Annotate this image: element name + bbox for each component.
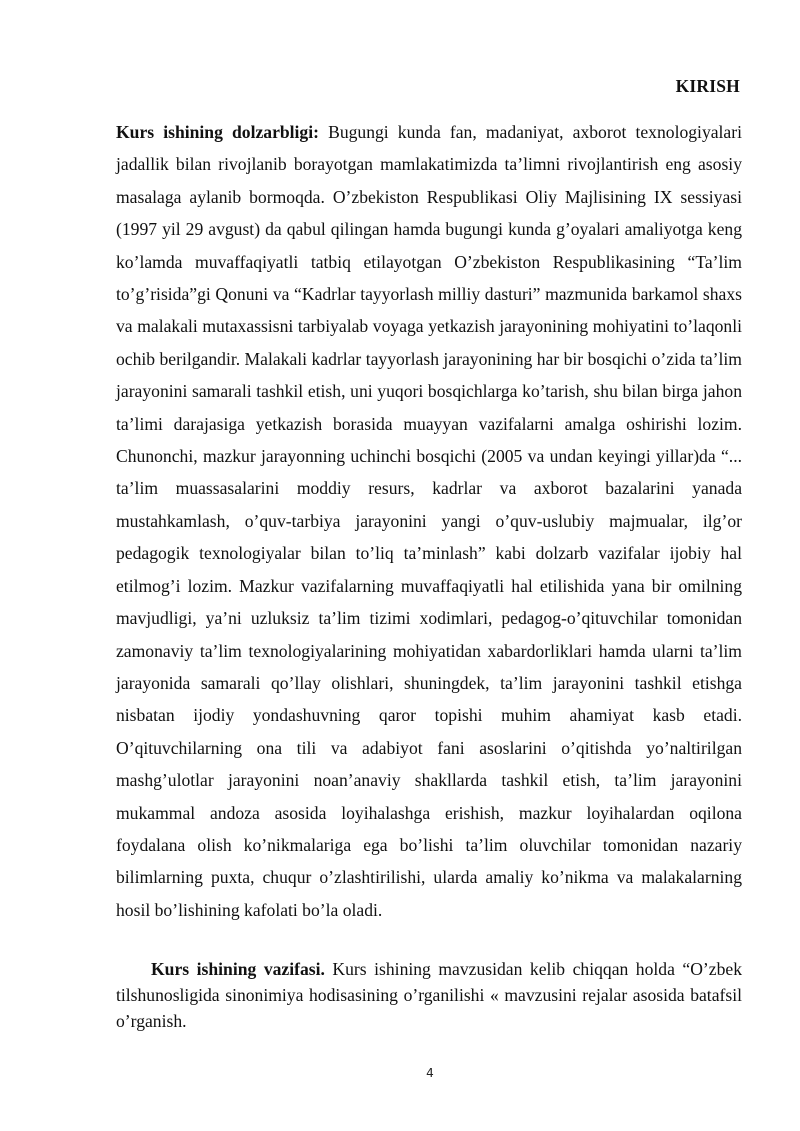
tasks-paragraph — [116, 956, 742, 1034]
tasks-lead: Kurs ishining vazifasi. — [151, 959, 325, 979]
relevance-lead: Kurs ishining dolzarbligi: — [116, 122, 319, 142]
tasks-section — [116, 956, 742, 1034]
page-number: 4 — [426, 1066, 434, 1080]
relevance-paragraph — [116, 116, 742, 926]
relevance-section — [116, 116, 742, 926]
section-heading: KIRISH — [675, 76, 740, 96]
relevance-text: Bugungi kunda fan, madaniyat, axborot texnologiyalari jadallik bilan rivojlanib borayotgan mamlakatimizda ta’limni rivojlantirish eng asosiy masalaga aylanib bormoqda. O’zbekiston Respublikasi Oliy Majlisining IX sessiyasi (1997 yil 29 avgust) da qabul qilingan hamda bugungi kunda g’oyalari amaliyotga keng ko’lamda muvaffaqiyatli tatbiq etilayotgan O’zbekiston Respublikasining “Ta’lim to’g’risida”gi Qonuni va “Kadrlar tayyorlash milliy dasturi” mazmunida barkamol shaxs va malakali mutaxassisni tarbiyalab voyaga yetkazish jarayonining mohiyatini to’laqonli ochib berilgandir. Malakali kadrlar tayyorlash jarayonining har bir bosqichi o’zida ta’lim jarayonini samarali tashkil etish, uni yuqori bosqichlarga ko’tarish, shu bilan birga jahon ta’limi darajasiga yetkazish borasida muayyan vazifalarni amalga oshirishi lozim. Chunonchi, mazkur jarayonning uchinchi bosqichi (2005 va undan keyingi yillar)da “... ta’lim muassasalarini moddiy resurs, kadrlar va axborot bazalarini yanada mustahkamlash, o’quv-tarbiya jarayonini yangi o’quv-uslubiy majmualar, ilg’or pedagogik texnologiyalar bilan to’liq ta’minlash” kabi dolzarb vazifalar ijobiy hal etilmog’i lozim. Mazkur vazifalarning muvaffaqiyatli hal etilishida yana bir omilning mavjudligi, ya’ni uzluksiz ta’lim tizimi xodimlari, pedagog-o’qituvchilar tomonidan zamonaviy ta’lim texnologiyalarining mohiyatidan xabardorliklari hamda ularni ta’lim jarayonida samarali qo’llay olishlari, shuningdek, ta’lim jarayonini tashkil etishga nisbatan ijodiy yondashuvning qaror topishi muhim ahamiyat kasb etadi. O’qituvchilarning ona tili va adabiyot fani asoslarini o’qitishda yo’naltirilgan mashg’ulotlar jarayonini noan’anaviy shakllarda tashkil etish, ta’lim jarayonini mukammal andoza asosida loyihalashga erishish, mazkur loyihalardan oqilona foydalana olish ko’nikmalariga ega bo’lishi ta’lim oluvchilar tomonidan nazariy bilimlarning puxta, chuqur o’zlashtirilishi, ularda amaliy ko’nikma va malakalarning hosil bo’lishining kafolati bo’la oladi. — [116, 122, 742, 920]
tasks-text: Kurs ishining mavzusidan kelib chiqqan holda “O’zbek tilshunosligida sinonimiya hodisasining o’rganilishi « mavzusini rejalar asosida batafsil o’rganish. — [116, 959, 742, 1031]
